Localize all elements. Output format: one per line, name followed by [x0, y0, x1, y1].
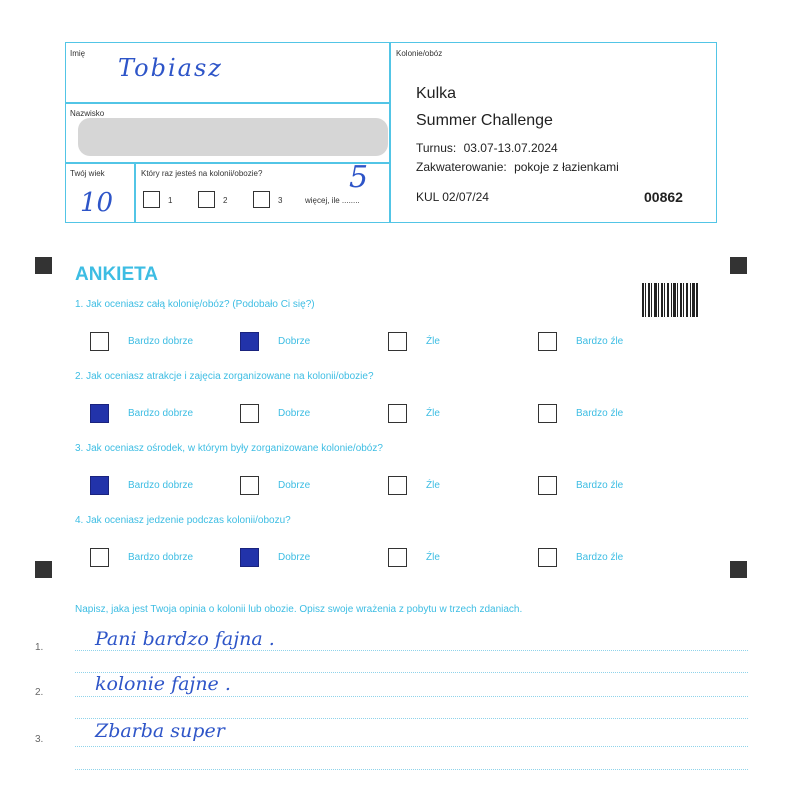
question-1-text: 1. Jak oceniasz całą kolonię/obóz? (Podobało Ci się?)	[75, 299, 315, 310]
times-checkbox-1[interactable]	[143, 191, 160, 208]
question-1-checkbox-4[interactable]	[538, 332, 557, 351]
question-3-option-label: Bardzo źle	[576, 480, 624, 491]
name-value: Tobiasz	[118, 54, 223, 82]
question-4-option-label: Bardzo źle	[576, 552, 624, 563]
header-divider-age	[134, 162, 136, 223]
question-2-checkbox-2[interactable]	[240, 404, 259, 423]
camp-code: KUL 02/07/24	[416, 190, 489, 204]
opinion-line-text: Zbarba super	[95, 720, 225, 742]
question-2-checkbox-4[interactable]	[538, 404, 557, 423]
form-number: 00862	[644, 189, 683, 205]
question-4-checkbox-2[interactable]	[240, 548, 259, 567]
times-option-1: 1	[168, 196, 173, 205]
opinion-dotted-line	[75, 769, 748, 770]
question-4-checkbox-1[interactable]	[90, 548, 109, 567]
question-4-checkbox-4[interactable]	[538, 548, 557, 567]
question-3-text: 3. Jak oceniasz ośrodek, w którym były zorganizowane kolonie/obóz?	[75, 443, 383, 454]
question-2-option-label: Dobrze	[278, 408, 311, 419]
question-3-checkbox-2[interactable]	[240, 476, 259, 495]
question-3-option-label: Dobrze	[278, 480, 311, 491]
question-4-text: 4. Jak oceniasz jedzenie podczas kolonii/obozu?	[75, 515, 291, 526]
age-value: 10	[80, 188, 114, 218]
camp-name: Kulka	[416, 85, 457, 102]
question-3-option-label: Bardzo dobrze	[128, 480, 194, 491]
question-2-option-label: Bardzo źle	[576, 408, 624, 419]
question-1-option-label: Bardzo źle	[576, 336, 624, 347]
times-option-3: 3	[278, 196, 283, 205]
camp-program: Summer Challenge	[416, 112, 553, 129]
question-3-option-label: Źle	[426, 480, 440, 491]
times-checkbox-2[interactable]	[198, 191, 215, 208]
question-3-checkbox-4[interactable]	[538, 476, 557, 495]
question-3-checkbox-1[interactable]	[90, 476, 109, 495]
times-option-2: 2	[223, 196, 228, 205]
surname-label: Nazwisko	[70, 109, 105, 118]
accommodation-value: pokoje z łazienkami	[514, 160, 619, 174]
question-1-checkbox-3[interactable]	[388, 332, 407, 351]
times-more-label: więcej, ile ........	[305, 196, 360, 205]
question-2-text: 2. Jak oceniasz atrakcje i zajęcia zorganizowane na kolonii/obozie?	[75, 371, 374, 382]
opinion-prompt: Napisz, jaka jest Twoja opinia o kolonii lub obozie. Opisz swoje wrażenia z pobytu w trzech zdaniach.	[75, 604, 523, 615]
question-2-option-label: Bardzo dobrze	[128, 408, 194, 419]
opinion-dotted-line	[75, 696, 748, 697]
times-checkbox-3[interactable]	[253, 191, 270, 208]
header-divider-1	[65, 102, 390, 104]
opinion-line-text: Pani bardzo fajna .	[95, 628, 275, 650]
opinion-line-text: kolonie fajne .	[95, 673, 231, 695]
opinion-dotted-line	[75, 746, 748, 747]
question-1-option-label: Bardzo dobrze	[128, 336, 194, 347]
camp-label: Kolonie/obóz	[396, 49, 443, 58]
registration-mark-top-left	[35, 257, 52, 274]
registration-mark-bottom-left	[35, 561, 52, 578]
question-1-checkbox-2[interactable]	[240, 332, 259, 351]
question-4-option-label: Źle	[426, 552, 440, 563]
question-1-option-label: Źle	[426, 336, 440, 347]
registration-mark-bottom-right	[730, 561, 747, 578]
opinion-line-number: 2.	[35, 687, 44, 698]
turnus-value: 03.07-13.07.2024	[463, 141, 558, 155]
registration-mark-top-right	[730, 257, 747, 274]
barcode-icon	[642, 283, 698, 317]
question-4-checkbox-3[interactable]	[388, 548, 407, 567]
turnus-label: Turnus:	[416, 141, 457, 155]
name-label: Imię	[70, 49, 86, 58]
accommodation-row	[416, 160, 619, 174]
opinion-dotted-line	[75, 650, 748, 651]
opinion-line-number: 3.	[35, 734, 44, 745]
surname-redaction	[78, 118, 388, 156]
times-label: Który raz jesteś na kolonii/obozie?	[141, 169, 263, 178]
age-label: Twój wiek	[70, 169, 105, 178]
header-divider-2	[65, 162, 390, 164]
question-2-checkbox-1[interactable]	[90, 404, 109, 423]
question-1-checkbox-1[interactable]	[90, 332, 109, 351]
question-3-checkbox-3[interactable]	[388, 476, 407, 495]
question-4-option-label: Dobrze	[278, 552, 311, 563]
survey-title: ANKIETA	[75, 264, 159, 285]
opinion-dotted-line	[75, 672, 748, 673]
header-divider-vertical	[389, 42, 391, 223]
opinion-dotted-line	[75, 718, 748, 719]
accommodation-label: Zakwaterowanie:	[416, 160, 507, 174]
question-4-option-label: Bardzo dobrze	[128, 552, 194, 563]
turnus-row	[416, 141, 558, 155]
question-1-option-label: Dobrze	[278, 336, 311, 347]
times-more-value: 5	[349, 160, 369, 195]
question-2-option-label: Źle	[426, 408, 440, 419]
question-2-checkbox-3[interactable]	[388, 404, 407, 423]
opinion-line-number: 1.	[35, 642, 44, 653]
